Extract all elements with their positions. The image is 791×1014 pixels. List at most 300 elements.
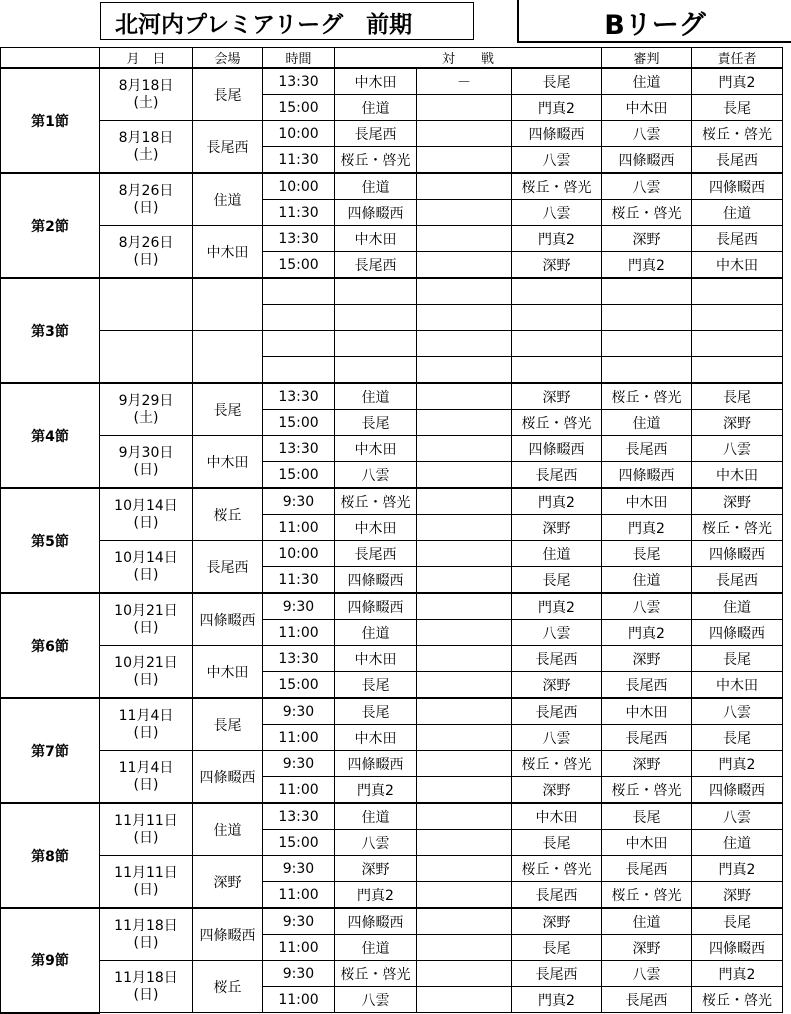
away-team: 長尾	[512, 830, 602, 856]
referee-cell	[602, 331, 692, 357]
venue-cell: 桜丘	[193, 961, 263, 1013]
referee-cell: 深野	[602, 751, 692, 777]
time-cell: 13:30	[263, 436, 335, 462]
vs-separator	[417, 462, 512, 489]
time-cell	[263, 305, 335, 331]
table-row	[1, 646, 783, 672]
referee-cell: 桜丘・啓光	[602, 200, 692, 226]
venue-cell: 深野	[193, 856, 263, 909]
match-date	[100, 856, 193, 909]
time-cell: 11:30	[263, 147, 335, 174]
match-date	[100, 331, 193, 384]
home-team: 住道	[335, 620, 417, 646]
away-team: 深野	[512, 908, 602, 935]
home-team: 長尾	[335, 672, 417, 699]
vs-separator	[417, 882, 512, 909]
venue-cell: 桜丘	[193, 488, 263, 541]
time-cell: 9:30	[263, 698, 335, 725]
date-text: 11月11日	[114, 864, 178, 881]
responsible-cell: 四條畷西	[692, 935, 783, 961]
away-team: 八雲	[512, 725, 602, 751]
venue-cell: 四條畷西	[193, 908, 263, 961]
responsible-cell	[692, 278, 783, 305]
venue-cell	[193, 278, 263, 331]
responsible-cell	[692, 331, 783, 357]
page-title: 北河内プレミアリーグ 前期	[115, 11, 413, 38]
away-team: 門真2	[512, 488, 602, 515]
weekday-text: (日)	[133, 514, 159, 531]
time-cell: 9:30	[263, 593, 335, 620]
weekday-text: (日)	[133, 461, 159, 478]
date-text: 10月14日	[114, 549, 178, 566]
referee-cell: 中木田	[602, 488, 692, 515]
home-team: 長尾	[335, 698, 417, 725]
referee-cell: 中木田	[602, 95, 692, 121]
vs-separator	[417, 226, 512, 252]
home-team: 長尾西	[335, 121, 417, 147]
table-row	[1, 173, 783, 200]
sheet-header	[0, 0, 791, 45]
referee-cell	[602, 357, 692, 384]
away-team: 四條畷西	[512, 121, 602, 147]
vs-separator	[417, 830, 512, 856]
time-cell: 11:00	[263, 620, 335, 646]
date-text: 8月26日	[118, 182, 174, 199]
responsible-cell: 深野	[692, 410, 783, 436]
away-team: 門真2	[512, 226, 602, 252]
time-cell: 11:00	[263, 935, 335, 961]
referee-cell: 住道	[602, 410, 692, 436]
vs-separator	[417, 987, 512, 1013]
time-cell: 11:00	[263, 987, 335, 1013]
match-date	[100, 173, 193, 226]
referee-cell: 四條畷西	[602, 462, 692, 489]
responsible-cell: 八雲	[692, 803, 783, 830]
referee-cell: 深野	[602, 935, 692, 961]
schedule-table	[0, 47, 783, 1014]
responsible-cell: 長尾西	[692, 147, 783, 174]
table-row	[1, 908, 783, 935]
home-team: 八雲	[335, 987, 417, 1013]
home-team	[335, 305, 417, 331]
referee-cell: 八雲	[602, 593, 692, 620]
away-team: 長尾西	[512, 646, 602, 672]
away-team: 八雲	[512, 620, 602, 646]
referee-cell	[602, 305, 692, 331]
vs-separator	[417, 383, 512, 410]
date-text: 10月14日	[114, 497, 178, 514]
away-team: 長尾	[512, 567, 602, 594]
round-label: 第1節	[1, 68, 100, 173]
away-team: 深野	[512, 672, 602, 699]
round-label: 第4節	[1, 383, 100, 488]
responsible-cell: 長尾	[692, 95, 783, 121]
weekday-text: (日)	[133, 199, 159, 216]
vs-separator	[417, 646, 512, 672]
referee-cell: 桜丘・啓光	[602, 777, 692, 804]
home-team: 八雲	[335, 830, 417, 856]
round-label: 第3節	[1, 278, 100, 383]
home-team: 中木田	[335, 515, 417, 541]
responsible-cell: 桜丘・啓光	[692, 515, 783, 541]
vs-separator	[417, 856, 512, 882]
referee-cell: 門真2	[602, 620, 692, 646]
time-cell: 10:00	[263, 541, 335, 567]
date-text: 8月18日	[118, 77, 174, 94]
match-date	[100, 488, 193, 541]
vs-separator	[417, 147, 512, 174]
round-label: 第7節	[1, 698, 100, 803]
time-cell: 15:00	[263, 252, 335, 279]
home-team: 八雲	[335, 462, 417, 489]
league-label: Bリーグ	[604, 10, 706, 41]
away-team: 長尾西	[512, 698, 602, 725]
header-responsible: 責任者	[692, 48, 783, 69]
away-team: 深野	[512, 252, 602, 279]
time-cell: 11:00	[263, 725, 335, 751]
header-match: 対 戦	[335, 48, 602, 69]
time-cell: 15:00	[263, 462, 335, 489]
header-date: 月 日	[100, 48, 193, 69]
vs-separator	[417, 515, 512, 541]
time-cell: 11:30	[263, 567, 335, 594]
responsible-cell: 深野	[692, 882, 783, 909]
referee-cell: 門真2	[602, 515, 692, 541]
venue-cell: 中木田	[193, 436, 263, 489]
match-date	[100, 751, 193, 804]
away-team: 桜丘・啓光	[512, 173, 602, 200]
referee-cell: 長尾	[602, 541, 692, 567]
home-team: 中木田	[335, 68, 417, 95]
away-team: 四條畷西	[512, 436, 602, 462]
away-team: 住道	[512, 541, 602, 567]
away-team: 門真2	[512, 95, 602, 121]
home-team: 住道	[335, 803, 417, 830]
responsible-cell: 四條畷西	[692, 777, 783, 804]
vs-separator	[417, 593, 512, 620]
home-team: 四條畷西	[335, 751, 417, 777]
away-team: 深野	[512, 777, 602, 804]
date-text: 10月21日	[114, 602, 178, 619]
time-cell: 13:30	[263, 803, 335, 830]
referee-cell: 中木田	[602, 698, 692, 725]
referee-cell: 長尾西	[602, 436, 692, 462]
vs-separator	[417, 95, 512, 121]
responsible-cell: 住道	[692, 200, 783, 226]
home-team: 桜丘・啓光	[335, 488, 417, 515]
match-date	[100, 908, 193, 961]
away-team	[512, 357, 602, 384]
vs-separator	[417, 278, 512, 305]
table-row	[1, 488, 783, 515]
away-team: 門真2	[512, 987, 602, 1013]
venue-cell: 住道	[193, 173, 263, 226]
header-venue: 会場	[193, 48, 263, 69]
responsible-cell: 長尾	[692, 725, 783, 751]
match-date	[100, 226, 193, 279]
weekday-text: (日)	[133, 776, 159, 793]
responsible-cell: 門真2	[692, 856, 783, 882]
round-label: 第5節	[1, 488, 100, 593]
venue-cell: 長尾	[193, 383, 263, 436]
weekday-text: (日)	[133, 934, 159, 951]
date-text: 8月26日	[118, 234, 174, 251]
responsible-cell: 長尾西	[692, 567, 783, 594]
home-team: 深野	[335, 856, 417, 882]
time-cell: 13:30	[263, 646, 335, 672]
date-text: 11月4日	[118, 707, 174, 724]
referee-cell: 中木田	[602, 830, 692, 856]
table-row	[1, 541, 783, 567]
vs-separator	[417, 436, 512, 462]
referee-cell: 桜丘・啓光	[602, 383, 692, 410]
date-text: 9月29日	[118, 392, 174, 409]
time-cell: 11:00	[263, 882, 335, 909]
vs-separator	[417, 488, 512, 515]
away-team	[512, 278, 602, 305]
venue-cell: 四條畷西	[193, 593, 263, 646]
away-team: 桜丘・啓光	[512, 410, 602, 436]
venue-cell: 住道	[193, 803, 263, 856]
home-team: 住道	[335, 935, 417, 961]
away-team: 八雲	[512, 200, 602, 226]
vs-separator	[417, 173, 512, 200]
referee-cell: 桜丘・啓光	[602, 882, 692, 909]
league-box	[517, 0, 791, 43]
table-row	[1, 751, 783, 777]
table-row	[1, 436, 783, 462]
vs-separator	[417, 961, 512, 987]
responsible-cell: 長尾	[692, 908, 783, 935]
table-row	[1, 68, 783, 95]
date-text: 10月21日	[114, 654, 178, 671]
home-team: 長尾西	[335, 252, 417, 279]
referee-cell: 八雲	[602, 121, 692, 147]
away-team: 深野	[512, 515, 602, 541]
home-team: 桜丘・啓光	[335, 961, 417, 987]
match-date	[100, 593, 193, 646]
referee-cell: 四條畷西	[602, 147, 692, 174]
venue-cell: 長尾	[193, 68, 263, 121]
round-label: 第6節	[1, 593, 100, 698]
home-team: 住道	[335, 383, 417, 410]
responsible-cell: 住道	[692, 830, 783, 856]
home-team: 門真2	[335, 882, 417, 909]
date-text: 8月18日	[118, 129, 174, 146]
time-cell: 11:00	[263, 515, 335, 541]
table-row	[1, 226, 783, 252]
weekday-text: (日)	[133, 566, 159, 583]
time-cell: 9:30	[263, 751, 335, 777]
vs-separator	[417, 331, 512, 357]
time-cell: 15:00	[263, 672, 335, 699]
vs-separator	[417, 410, 512, 436]
vs-separator: －	[417, 68, 512, 95]
time-cell: 13:30	[263, 68, 335, 95]
home-team: 桜丘・啓光	[335, 147, 417, 174]
time-cell: 10:00	[263, 121, 335, 147]
responsible-cell: 四條畷西	[692, 541, 783, 567]
home-team: 中木田	[335, 436, 417, 462]
away-team	[512, 331, 602, 357]
weekday-text: (土)	[133, 409, 159, 426]
vs-separator	[417, 567, 512, 594]
time-cell	[263, 357, 335, 384]
vs-separator	[417, 908, 512, 935]
weekday-text: (日)	[133, 619, 159, 636]
venue-cell: 中木田	[193, 646, 263, 699]
venue-cell: 四條畷西	[193, 751, 263, 804]
vs-separator	[417, 252, 512, 279]
match-date	[100, 698, 193, 751]
referee-cell: 住道	[602, 908, 692, 935]
responsible-cell: 長尾西	[692, 226, 783, 252]
vs-separator	[417, 305, 512, 331]
home-team: 四條畷西	[335, 567, 417, 594]
time-cell: 9:30	[263, 856, 335, 882]
away-team: 長尾西	[512, 961, 602, 987]
home-team: 住道	[335, 173, 417, 200]
referee-cell: 門真2	[602, 252, 692, 279]
match-date	[100, 646, 193, 699]
weekday-text: (日)	[133, 881, 159, 898]
match-date	[100, 121, 193, 174]
table-row	[1, 383, 783, 410]
referee-cell: 長尾西	[602, 856, 692, 882]
away-team: 長尾西	[512, 462, 602, 489]
time-cell: 9:30	[263, 908, 335, 935]
time-cell: 9:30	[263, 961, 335, 987]
referee-cell: 深野	[602, 226, 692, 252]
weekday-text: (日)	[133, 986, 159, 1003]
responsible-cell: 長尾	[692, 646, 783, 672]
table-row	[1, 278, 783, 305]
weekday-text: (土)	[133, 94, 159, 111]
time-cell: 15:00	[263, 95, 335, 121]
time-cell: 15:00	[263, 830, 335, 856]
table-row	[1, 331, 783, 357]
referee-cell: 住道	[602, 567, 692, 594]
referee-cell: 長尾	[602, 803, 692, 830]
header-round	[1, 48, 100, 69]
date-text: 11月11日	[114, 812, 178, 829]
vs-separator	[417, 672, 512, 699]
home-team	[335, 357, 417, 384]
home-team: 四條畷西	[335, 908, 417, 935]
referee-cell: 長尾西	[602, 725, 692, 751]
referee-cell: 八雲	[602, 961, 692, 987]
home-team: 中木田	[335, 226, 417, 252]
away-team: 深野	[512, 383, 602, 410]
vs-separator	[417, 357, 512, 384]
header-referee: 審判	[602, 48, 692, 69]
time-cell: 9:30	[263, 488, 335, 515]
weekday-text: (日)	[133, 251, 159, 268]
referee-cell: 八雲	[602, 173, 692, 200]
round-label: 第9節	[1, 908, 100, 1013]
time-cell	[263, 331, 335, 357]
responsible-cell: 門真2	[692, 751, 783, 777]
match-date	[100, 541, 193, 594]
header-time: 時間	[263, 48, 335, 69]
venue-cell: 長尾西	[193, 121, 263, 174]
home-team: 四條畷西	[335, 593, 417, 620]
vs-separator	[417, 777, 512, 804]
venue-cell	[193, 331, 263, 384]
table-row	[1, 803, 783, 830]
time-cell	[263, 278, 335, 305]
vs-separator	[417, 620, 512, 646]
weekday-text: (日)	[133, 829, 159, 846]
responsible-cell: 四條畷西	[692, 620, 783, 646]
table-row	[1, 961, 783, 987]
responsible-cell: 中木田	[692, 672, 783, 699]
away-team: 八雲	[512, 147, 602, 174]
match-date	[100, 278, 193, 331]
responsible-cell: 中木田	[692, 462, 783, 489]
time-cell: 13:30	[263, 226, 335, 252]
responsible-cell: 長尾	[692, 383, 783, 410]
venue-cell: 長尾	[193, 698, 263, 751]
responsible-cell: 中木田	[692, 252, 783, 279]
round-label: 第2節	[1, 173, 100, 278]
home-team: 中木田	[335, 725, 417, 751]
away-team: 長尾西	[512, 882, 602, 909]
vs-separator	[417, 541, 512, 567]
responsible-cell: 桜丘・啓光	[692, 987, 783, 1013]
home-team: 住道	[335, 95, 417, 121]
table-row	[1, 593, 783, 620]
home-team: 四條畷西	[335, 200, 417, 226]
header-row	[1, 48, 783, 69]
home-team: 中木田	[335, 646, 417, 672]
referee-cell: 長尾西	[602, 987, 692, 1013]
match-date	[100, 961, 193, 1013]
away-team: 桜丘・啓光	[512, 856, 602, 882]
title-box	[100, 2, 474, 40]
responsible-cell: 住道	[692, 593, 783, 620]
referee-cell: 長尾西	[602, 672, 692, 699]
away-team: 桜丘・啓光	[512, 751, 602, 777]
away-team: 長尾	[512, 935, 602, 961]
weekday-text: (土)	[133, 146, 159, 163]
weekday-text: (日)	[133, 724, 159, 741]
match-date	[100, 436, 193, 489]
away-team	[512, 305, 602, 331]
time-cell: 13:30	[263, 383, 335, 410]
responsible-cell: 門真2	[692, 961, 783, 987]
responsible-cell: 八雲	[692, 436, 783, 462]
match-date	[100, 383, 193, 436]
home-team: 門真2	[335, 777, 417, 804]
away-team: 門真2	[512, 593, 602, 620]
date-text: 11月4日	[118, 759, 174, 776]
responsible-cell: 深野	[692, 488, 783, 515]
responsible-cell: 八雲	[692, 698, 783, 725]
home-team	[335, 278, 417, 305]
responsible-cell	[692, 357, 783, 384]
vs-separator	[417, 935, 512, 961]
table-row	[1, 121, 783, 147]
time-cell: 15:00	[263, 410, 335, 436]
time-cell: 11:30	[263, 200, 335, 226]
referee-cell: 深野	[602, 646, 692, 672]
responsible-cell: 四條畷西	[692, 173, 783, 200]
vs-separator	[417, 803, 512, 830]
home-team	[335, 331, 417, 357]
vs-separator	[417, 725, 512, 751]
match-date	[100, 803, 193, 856]
